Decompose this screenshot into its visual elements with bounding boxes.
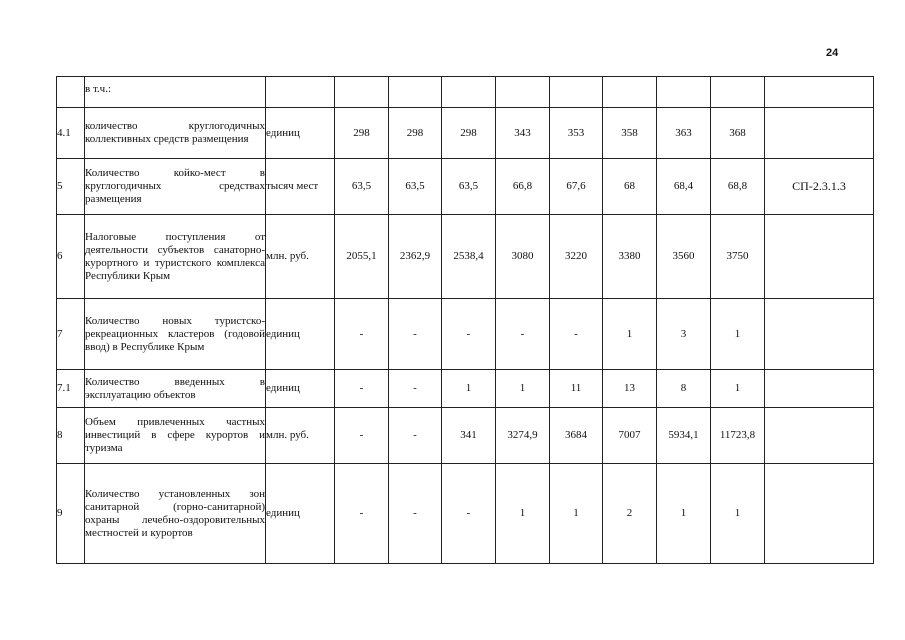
value-cell: 1 <box>496 370 550 408</box>
value-cell: 63,5 <box>335 159 389 215</box>
value-cell: 68,8 <box>711 159 765 215</box>
cell-value <box>711 77 765 108</box>
cell-value <box>550 77 603 108</box>
value-cell: 343 <box>496 108 550 159</box>
note-cell <box>765 408 874 464</box>
value-cell: 1 <box>711 299 765 370</box>
indicator-name: Количество введенных в эксплуатацию объектов <box>85 370 266 408</box>
value-cell: - <box>550 299 603 370</box>
value-cell: 8 <box>657 370 711 408</box>
page-number: 24 <box>826 47 839 59</box>
indicator-name: Количество установленных зон санитарной (горно-санитарной) охраны лечебно-оздоровительных местностей и курортов <box>85 464 266 564</box>
value-cell: - <box>389 299 442 370</box>
value-cell: 3560 <box>657 215 711 299</box>
value-cell: - <box>496 299 550 370</box>
row-number: 8 <box>57 408 85 464</box>
row-number: 4.1 <box>57 108 85 159</box>
table-row <box>57 464 874 564</box>
unit: тысяч мест <box>266 159 335 215</box>
row-number: 6 <box>57 215 85 299</box>
note-cell <box>765 299 874 370</box>
unit: млн. руб. <box>266 215 335 299</box>
value-cell: 1 <box>657 464 711 564</box>
value-cell: 3750 <box>711 215 765 299</box>
unit: единиц <box>266 299 335 370</box>
value-cell: 2055,1 <box>335 215 389 299</box>
table-row <box>57 299 874 370</box>
table-row-subheader <box>57 77 874 108</box>
value-cell: 11723,8 <box>711 408 765 464</box>
cell-value <box>389 77 442 108</box>
note-cell <box>765 108 874 159</box>
row-number: 7.1 <box>57 370 85 408</box>
value-cell: 7007 <box>603 408 657 464</box>
value-cell: 2362,9 <box>389 215 442 299</box>
value-cell: 3080 <box>496 215 550 299</box>
table-row <box>57 215 874 299</box>
value-cell: - <box>442 299 496 370</box>
value-cell: - <box>442 464 496 564</box>
row-number: 5 <box>57 159 85 215</box>
value-cell: 68,4 <box>657 159 711 215</box>
note-cell <box>765 370 874 408</box>
indicator-name: количество круглогодичных коллективных средств размещения <box>85 108 266 159</box>
value-cell: 2 <box>603 464 657 564</box>
value-cell: 3380 <box>603 215 657 299</box>
indicator-name: Объем привлеченных частных инвестиций в сфере курортов и туризма <box>85 408 266 464</box>
subheader-label: в т.ч.: <box>85 77 266 108</box>
value-cell: 5934,1 <box>657 408 711 464</box>
value-cell: 68 <box>603 159 657 215</box>
value-cell: - <box>389 370 442 408</box>
value-cell: 341 <box>442 408 496 464</box>
indicator-name: Количество койко-мест в круглогодичных средствах размещения <box>85 159 266 215</box>
value-cell: 63,5 <box>389 159 442 215</box>
note-cell <box>765 215 874 299</box>
cell-value <box>496 77 550 108</box>
value-cell: 368 <box>711 108 765 159</box>
table-row <box>57 370 874 408</box>
unit: единиц <box>266 108 335 159</box>
value-cell: 1 <box>711 464 765 564</box>
value-cell: - <box>335 370 389 408</box>
value-cell: 11 <box>550 370 603 408</box>
cell-unit <box>266 77 335 108</box>
value-cell: 298 <box>442 108 496 159</box>
value-cell: 1 <box>442 370 496 408</box>
value-cell: 3 <box>657 299 711 370</box>
unit: единиц <box>266 464 335 564</box>
value-cell: - <box>335 464 389 564</box>
value-cell: 1 <box>550 464 603 564</box>
value-cell: 1 <box>603 299 657 370</box>
value-cell: - <box>389 464 442 564</box>
note-cell <box>765 464 874 564</box>
table-row <box>57 408 874 464</box>
cell-num <box>57 77 85 108</box>
row-number: 9 <box>57 464 85 564</box>
value-cell: 3684 <box>550 408 603 464</box>
indicator-name: Налоговые поступления от деятельности субъектов санаторно-курортного и туристского комплекса Республики Крым <box>85 215 266 299</box>
value-cell: 1 <box>711 370 765 408</box>
unit: единиц <box>266 370 335 408</box>
value-cell: 2538,4 <box>442 215 496 299</box>
value-cell: 298 <box>335 108 389 159</box>
value-cell: 3274,9 <box>496 408 550 464</box>
value-cell: 63,5 <box>442 159 496 215</box>
value-cell: 66,8 <box>496 159 550 215</box>
value-cell: 3220 <box>550 215 603 299</box>
value-cell: 363 <box>657 108 711 159</box>
value-cell: - <box>335 299 389 370</box>
cell-value <box>335 77 389 108</box>
value-cell: 1 <box>496 464 550 564</box>
indicator-name: Количество новых туристско-рекреационных кластеров (годовой ввод) в Республике Крым <box>85 299 266 370</box>
row-number: 7 <box>57 299 85 370</box>
value-cell: - <box>335 408 389 464</box>
value-cell: 67,6 <box>550 159 603 215</box>
value-cell: 358 <box>603 108 657 159</box>
unit: млн. руб. <box>266 408 335 464</box>
cell-value <box>657 77 711 108</box>
value-cell: - <box>389 408 442 464</box>
indicators-table <box>56 76 874 564</box>
value-cell: 13 <box>603 370 657 408</box>
cell-note <box>765 77 874 108</box>
value-cell: 353 <box>550 108 603 159</box>
cell-value <box>603 77 657 108</box>
cell-value <box>442 77 496 108</box>
note-cell: СП-2.3.1.3 <box>765 159 874 215</box>
table-row <box>57 108 874 159</box>
value-cell: 298 <box>389 108 442 159</box>
table-row <box>57 159 874 215</box>
